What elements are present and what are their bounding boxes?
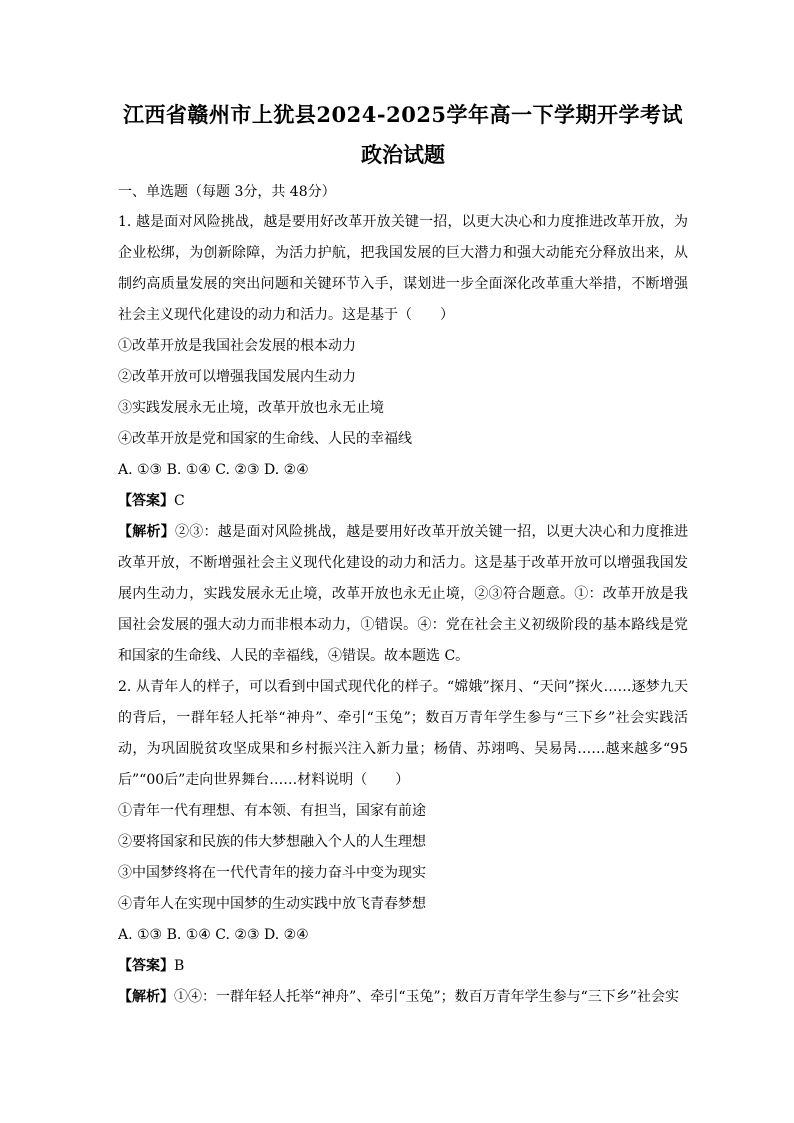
answer-label: 【答案】 [118, 493, 174, 509]
analysis-paragraph [118, 517, 688, 672]
analysis-label: 【解析】 [118, 989, 174, 1005]
page-title: 江西省赣州市上犹县2024-2025学年高一下学期开学考试 [122, 102, 684, 127]
answer-value: B [174, 958, 185, 974]
analysis-paragraph [118, 982, 688, 1013]
option-1: ①改革开放是我国社会发展的根本动力 [118, 338, 356, 354]
analysis-text: ②③：越是面对风险挑战，越是要用好改革开放关键一招，以更大决心和力度推进改革开放，不断增强社会主义现代化建设的动力和活力。这是基于改革开放可以增强我国发展内生动力，实践发展永无止境，改革开放也永无止境，②③符合题意。①：改革开放是我国社会发展的强大动力而非根本动力，①错误。④：党在社会主义初级阶段的基本路线是党和国家的生命线、人民的幸福线，④错误。故本题选 C。 [118, 524, 689, 664]
option-2: ②要将国家和民族的伟大梦想融入个人的人生理想 [118, 834, 426, 850]
answer-choices: A. ①③ B. ①④ C. ②③ D. ②④ [118, 462, 309, 478]
question-stem: 1. 越是面对风险挑战，越是要用好改革开放关键一招，以更大决心和力度推进改革开放，为企业松绑，为创新除障，为活力护航，把我国发展的巨大潜力和强大动能充分释放出来，从制约高质量发展的突出问题和关键环节入手，谋划进一步全面深化改革重大举措，不断增强社会主义现代化建设的动力和活力。这是基于（ ） [118, 214, 688, 323]
answer-line [118, 951, 688, 982]
option-1: ①青年一代有理想、有本领、有担当，国家有前途 [118, 803, 426, 819]
answer-label: 【答案】 [118, 958, 174, 974]
option-3: ③中国梦终将在一代代青年的接力奋斗中变为现实 [118, 865, 426, 881]
question-1 [118, 207, 688, 672]
option-4: ④改革开放是党和国家的生命线、人民的幸福线 [118, 431, 412, 447]
question-2 [118, 672, 688, 1013]
answer-value: C [174, 493, 185, 509]
option-3: ③实践发展永无止境，改革开放也永无止境 [118, 400, 384, 416]
analysis-label: 【解析】 [118, 524, 176, 540]
answer-line [118, 486, 688, 517]
question-stem: 2. 从青年人的样子，可以看到中国式现代化的样子。“嫦娥”探月、“天问”探火……逐梦九天的背后，一群年轻人托举“神舟”、牵引“玉兔”；数百万青年学生参与“三下乡”社会实践活动，为巩固脱贫攻坚成果和乡村振兴注入新力量；杨倩、苏翊鸣、吴易昺……越来越多“95后”“00后”走向世界舞台……材料说明（ ） [118, 679, 688, 788]
answer-choices: A. ①③ B. ①④ C. ②③ D. ②④ [118, 927, 309, 943]
analysis-text: ①④：一群年轻人托举“神舟”、牵引“玉兔”；数百万青年学生参与“三下乡”社会实 [174, 989, 679, 1005]
page-subtitle: 政治试题 [361, 142, 445, 167]
option-4: ④青年人在实现中国梦的生动实践中放飞青春梦想 [118, 896, 426, 912]
section-heading: 一、单选题（每题 3分，共 48分） [118, 184, 336, 200]
option-2: ②改革开放可以增强我国发展内生动力 [118, 369, 356, 385]
